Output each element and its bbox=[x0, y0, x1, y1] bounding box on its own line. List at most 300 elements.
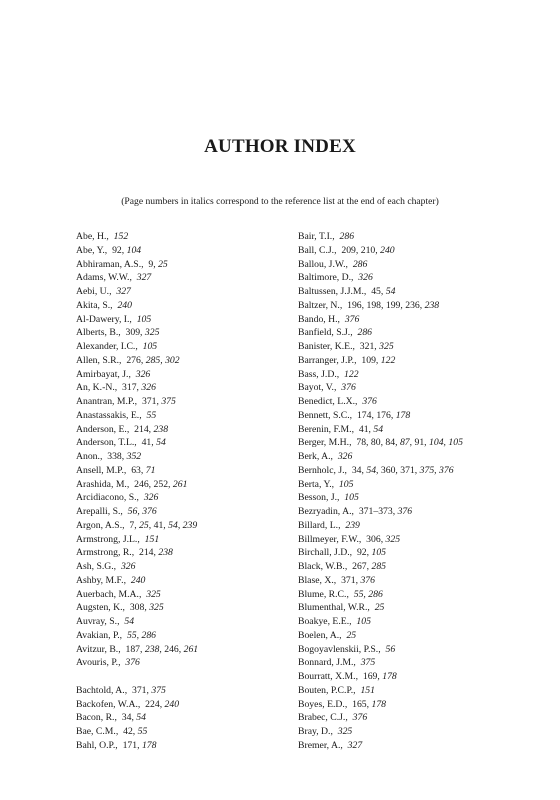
reference-page-number: 261 bbox=[172, 478, 188, 490]
index-entry bbox=[76, 656, 291, 670]
reference-page-number: 54 bbox=[124, 616, 135, 627]
page-numbers bbox=[130, 602, 164, 613]
author-name: Ballou, J.W., bbox=[298, 258, 348, 270]
reference-page-number: 326 bbox=[120, 561, 136, 572]
page-numbers bbox=[121, 561, 136, 572]
index-entry bbox=[298, 450, 513, 464]
index-entry bbox=[76, 354, 291, 368]
reference-page-number: 327 bbox=[136, 272, 152, 284]
text-page-number: , bbox=[177, 519, 183, 531]
author-name: Abe, H., bbox=[76, 231, 109, 242]
author-name: Bando, H., bbox=[298, 313, 340, 325]
author-name: Billard, L., bbox=[298, 519, 341, 531]
page-numbers bbox=[344, 492, 359, 503]
index-entry bbox=[298, 739, 513, 753]
author-name: Aebi, U., bbox=[76, 286, 112, 297]
author-name: Bogoyavlenskii, P.S., bbox=[298, 643, 381, 655]
text-page-number: 78, 80, 84, bbox=[356, 437, 400, 449]
index-entry bbox=[298, 629, 513, 643]
author-name: Birchall, J.D., bbox=[298, 547, 353, 559]
reference-page-number: 376 bbox=[360, 574, 375, 586]
index-entry bbox=[76, 491, 291, 505]
page-numbers bbox=[122, 712, 146, 723]
author-name: Amirbayat, J., bbox=[76, 368, 131, 380]
page-numbers bbox=[125, 657, 140, 668]
author-name: Avouris, P., bbox=[76, 657, 121, 669]
reference-page-number: 325 bbox=[385, 533, 401, 545]
reference-page-number: 178 bbox=[395, 409, 411, 421]
reference-page-number: 375 bbox=[161, 396, 176, 407]
index-entry bbox=[298, 478, 513, 492]
text-page-number: 317, bbox=[122, 382, 142, 394]
reference-page-number: 54 bbox=[156, 437, 166, 449]
index-entry bbox=[298, 299, 513, 313]
page-numbers bbox=[145, 699, 179, 710]
reference-page-number: 239 bbox=[345, 519, 360, 531]
reference-page-number: 240 bbox=[164, 698, 180, 710]
reference-page-number: 152 bbox=[113, 231, 129, 242]
reference-page-number: 25 bbox=[139, 519, 149, 531]
page-numbers bbox=[123, 726, 147, 737]
page-numbers bbox=[137, 272, 152, 283]
index-entry bbox=[298, 546, 513, 560]
page-numbers bbox=[353, 259, 368, 270]
author-name: Baltimore, D., bbox=[298, 272, 354, 284]
reference-page-number: 105 bbox=[371, 547, 386, 559]
index-entry bbox=[76, 395, 291, 409]
author-name: Allen, S.R., bbox=[76, 354, 122, 366]
author-name: Akita, S., bbox=[76, 299, 113, 311]
index-entry bbox=[298, 711, 513, 725]
italics-note: (Page numbers in italics correspond to the reference list at the end of each chapter) bbox=[121, 196, 439, 207]
text-page-number: 246, 252, bbox=[134, 478, 173, 490]
reference-page-number: 285 bbox=[371, 561, 386, 572]
text-page-number: 306, bbox=[366, 533, 386, 545]
index-entry bbox=[298, 643, 513, 657]
text-page-number: 187, bbox=[125, 643, 145, 655]
index-entry bbox=[76, 643, 291, 657]
text-page-number: 338, bbox=[107, 451, 127, 462]
index-entry bbox=[298, 684, 513, 698]
page-numbers bbox=[128, 506, 157, 517]
reference-page-number: 327 bbox=[347, 739, 363, 751]
page-numbers bbox=[358, 272, 373, 283]
author-name: Blume, R.C., bbox=[298, 588, 349, 600]
author-name: Avakian, P., bbox=[76, 629, 123, 641]
author-name: Baltussen, J.J.M., bbox=[298, 286, 367, 297]
page-numbers bbox=[112, 245, 141, 256]
index-entry bbox=[76, 423, 291, 437]
text-page-number: , 360, 371, bbox=[376, 464, 420, 476]
page-numbers bbox=[142, 437, 166, 448]
reference-page-number: 325 bbox=[379, 341, 394, 352]
reference-page-number: 54 bbox=[366, 464, 377, 476]
text-page-number: 169, bbox=[362, 671, 383, 682]
page-numbers bbox=[348, 740, 363, 751]
index-entry bbox=[298, 560, 513, 574]
text-page-number: 214, bbox=[138, 547, 159, 559]
text-page-number: 371, bbox=[341, 574, 361, 586]
reference-page-number: 56 bbox=[385, 643, 396, 655]
index-entry bbox=[76, 436, 291, 450]
page-numbers bbox=[137, 314, 152, 325]
index-entry bbox=[76, 409, 291, 423]
reference-page-number: 87 bbox=[399, 437, 410, 449]
author-name: Al-Dawery, I., bbox=[76, 313, 132, 325]
reference-page-number: 122 bbox=[380, 354, 396, 366]
text-page-number: 174, 176, bbox=[356, 409, 396, 421]
author-name: Bair, T.I., bbox=[298, 231, 335, 242]
reference-page-number: 352 bbox=[126, 451, 142, 462]
page-numbers bbox=[356, 616, 371, 627]
reference-page-number: 240 bbox=[130, 574, 146, 586]
page-numbers bbox=[139, 547, 173, 558]
page-numbers bbox=[359, 506, 412, 517]
index-entry bbox=[298, 423, 513, 437]
page-numbers bbox=[341, 245, 394, 256]
text-page-number: 63, bbox=[131, 464, 146, 476]
reference-page-number: 151 bbox=[360, 684, 375, 696]
page-numbers bbox=[131, 575, 146, 586]
page-numbers bbox=[126, 355, 179, 366]
page-numbers bbox=[148, 259, 167, 270]
author-name: Ashby, M.F., bbox=[76, 574, 127, 586]
page-numbers bbox=[123, 740, 157, 751]
text-page-number: 45, bbox=[371, 286, 386, 297]
author-name: Armstrong, J.L., bbox=[76, 533, 140, 545]
page-numbers bbox=[132, 685, 166, 696]
index-entry bbox=[76, 285, 291, 299]
reference-page-number: 326 bbox=[141, 382, 156, 394]
index-entry bbox=[298, 313, 513, 327]
page-numbers bbox=[353, 712, 368, 723]
text-page-number: , 91, bbox=[409, 437, 430, 449]
reference-page-number: 375 bbox=[151, 684, 166, 696]
page-numbers bbox=[124, 616, 134, 627]
author-name: Abe, Y., bbox=[76, 244, 108, 256]
author-name: Billmeyer, F.W., bbox=[298, 533, 362, 545]
text-page-number: 224, bbox=[145, 698, 165, 710]
author-name: Berk, A., bbox=[298, 451, 333, 462]
index-entry bbox=[298, 395, 513, 409]
text-page-number: 321, bbox=[359, 341, 380, 352]
page-numbers bbox=[146, 589, 161, 600]
reference-page-number: 54 bbox=[168, 519, 178, 531]
author-name: Berger, M.H., bbox=[298, 437, 352, 449]
reference-page-number: 327 bbox=[116, 286, 131, 297]
text-page-number: , 41, bbox=[148, 519, 169, 531]
index-entry bbox=[298, 326, 513, 340]
author-name: Barranger, J.P., bbox=[298, 354, 357, 366]
text-page-number: 309, bbox=[125, 327, 145, 339]
author-name: Bachtold, A., bbox=[76, 684, 128, 696]
index-entry bbox=[76, 313, 291, 327]
page-numbers bbox=[107, 451, 141, 462]
reference-page-number: 54 bbox=[373, 423, 384, 435]
page-numbers bbox=[117, 300, 132, 311]
text-page-number: 41, bbox=[358, 423, 374, 435]
index-entry bbox=[298, 615, 513, 629]
author-name: Boyes, E.D., bbox=[298, 698, 348, 710]
page-numbers bbox=[359, 424, 383, 435]
reference-page-number: 55, 286 bbox=[126, 629, 157, 641]
text-page-number: 9, bbox=[148, 258, 159, 270]
author-name: Boakye, E.E., bbox=[298, 616, 352, 627]
reference-page-number: 56, 376 bbox=[127, 506, 157, 517]
index-entry bbox=[76, 368, 291, 382]
index-entry bbox=[76, 230, 291, 244]
index-entry bbox=[298, 436, 513, 450]
author-name: Banister, K.E., bbox=[298, 341, 355, 352]
page-numbers bbox=[375, 602, 385, 613]
index-entry bbox=[298, 230, 513, 244]
text-page-number: 34, bbox=[351, 464, 367, 476]
page-numbers bbox=[356, 437, 463, 448]
reference-page-number: 375 bbox=[360, 657, 376, 669]
author-name: Argon, A.S., bbox=[76, 519, 125, 531]
author-name: Berta, Y., bbox=[298, 478, 335, 490]
text-page-number: 92, bbox=[356, 547, 372, 559]
index-entry bbox=[298, 464, 513, 478]
index-entry bbox=[298, 574, 513, 588]
reference-page-number: 286 bbox=[357, 327, 372, 339]
reference-page-number: 325 bbox=[146, 588, 161, 600]
reference-page-number: 376 bbox=[344, 313, 360, 325]
index-entry bbox=[76, 519, 291, 533]
page-numbers bbox=[385, 644, 395, 655]
reference-page-number: 25 bbox=[374, 602, 385, 614]
text-page-number: 42, bbox=[123, 726, 138, 737]
reference-page-number: 54 bbox=[136, 712, 146, 724]
author-name: Auvray, S., bbox=[76, 616, 120, 627]
index-entry bbox=[298, 519, 513, 533]
reference-page-number: 375, 376 bbox=[419, 464, 454, 476]
author-name: Bahl, O.P., bbox=[76, 739, 118, 751]
index-entry bbox=[298, 491, 513, 505]
author-name: Black, W.B., bbox=[298, 561, 348, 572]
author-name: Augsten, K., bbox=[76, 602, 125, 614]
text-page-number: 92, bbox=[112, 244, 127, 256]
reference-page-number: 105 bbox=[136, 313, 152, 325]
text-page-number: 214, bbox=[134, 423, 154, 435]
author-name: Bonnard, J.M., bbox=[298, 657, 356, 669]
index-entry bbox=[76, 588, 291, 602]
index-entry bbox=[298, 670, 513, 684]
reference-page-number: 238 bbox=[144, 643, 160, 655]
reference-page-number: 238 bbox=[424, 299, 440, 311]
page-numbers bbox=[142, 396, 176, 407]
reference-page-number: 325 bbox=[149, 602, 164, 614]
text-page-number: 109, bbox=[361, 354, 381, 366]
index-entry bbox=[76, 560, 291, 574]
index-entry bbox=[76, 505, 291, 519]
reference-page-number: 105 bbox=[142, 341, 158, 352]
reference-page-number: 55 bbox=[146, 409, 157, 421]
page-numbers bbox=[360, 685, 375, 696]
page-numbers bbox=[134, 479, 187, 490]
page-numbers bbox=[362, 396, 377, 407]
reference-page-number: 376 bbox=[341, 382, 356, 394]
index-column-right bbox=[298, 230, 513, 753]
reference-page-number: 285, 302 bbox=[145, 354, 180, 366]
author-name: Anon., bbox=[76, 451, 103, 462]
page-numbers bbox=[352, 561, 386, 572]
index-column-left bbox=[76, 230, 291, 753]
author-name: Arashida, M., bbox=[76, 478, 130, 490]
page-numbers bbox=[134, 424, 168, 435]
index-entry bbox=[298, 533, 513, 547]
text-page-number: 7, bbox=[129, 519, 140, 531]
text-page-number: , 246, bbox=[159, 643, 184, 655]
author-name: Abhiraman, A.S., bbox=[76, 258, 144, 270]
reference-page-number: 105 bbox=[356, 616, 371, 627]
index-entry bbox=[76, 340, 291, 354]
reference-page-number: 105 bbox=[344, 492, 359, 504]
author-name: Blumenthal, W.R., bbox=[298, 602, 370, 614]
page-numbers bbox=[341, 575, 375, 586]
page-numbers bbox=[339, 479, 354, 490]
index-entry bbox=[298, 656, 513, 670]
reference-page-number: 122 bbox=[344, 368, 359, 380]
page-numbers bbox=[363, 671, 397, 682]
index-entry bbox=[76, 464, 291, 478]
author-name: Bezryadin, A., bbox=[298, 506, 354, 517]
page-numbers bbox=[360, 341, 394, 352]
index-entry bbox=[298, 368, 513, 382]
author-name: Anderson, E., bbox=[76, 423, 130, 435]
page-numbers bbox=[352, 699, 386, 710]
reference-page-number: 238 bbox=[153, 423, 169, 435]
text-page-number: 276, bbox=[126, 354, 146, 366]
reference-page-number: 55, 286 bbox=[353, 588, 383, 600]
page-numbers bbox=[338, 451, 353, 462]
author-name: Bayot, V., bbox=[298, 382, 337, 394]
text-page-number: 267, bbox=[352, 561, 372, 572]
author-name: An, K.-N., bbox=[76, 382, 118, 394]
index-entry bbox=[76, 381, 291, 395]
reference-page-number: 376 bbox=[125, 657, 140, 669]
index-entry bbox=[298, 381, 513, 395]
author-name: Baltzer, N., bbox=[298, 299, 343, 311]
index-entry bbox=[76, 698, 291, 712]
page-numbers bbox=[122, 382, 156, 393]
reference-page-number: 326 bbox=[358, 272, 373, 284]
page-numbers bbox=[357, 547, 386, 558]
text-page-number: 196, 198, 199, 236, bbox=[347, 299, 425, 311]
author-name: Besson, J., bbox=[298, 492, 340, 504]
text-page-number: 34, bbox=[121, 712, 137, 724]
page-numbers bbox=[361, 355, 395, 366]
index-entry bbox=[298, 354, 513, 368]
reference-page-number: 325 bbox=[144, 327, 160, 339]
page-numbers bbox=[136, 369, 151, 380]
page-numbers bbox=[366, 534, 400, 545]
reference-page-number: 286 bbox=[339, 231, 355, 242]
reference-page-number: 326 bbox=[135, 368, 151, 380]
author-name: Boelen, A., bbox=[298, 629, 342, 641]
page-numbers bbox=[346, 630, 356, 641]
page-numbers bbox=[361, 657, 376, 668]
index-entry bbox=[298, 725, 513, 739]
page-numbers bbox=[147, 410, 157, 421]
reference-page-number: 261 bbox=[183, 643, 199, 655]
author-name: Alexander, I.C., bbox=[76, 341, 138, 352]
page-numbers bbox=[129, 520, 197, 531]
author-name: Ash, S.G., bbox=[76, 561, 117, 572]
text-page-number: 209, 210, bbox=[341, 244, 381, 256]
index-entry bbox=[298, 340, 513, 354]
page-numbers bbox=[340, 231, 355, 242]
page-numbers bbox=[143, 341, 158, 352]
author-name: Alberts, B., bbox=[76, 327, 121, 339]
reference-page-number: 151 bbox=[144, 533, 160, 545]
author-name: Bremer, A., bbox=[298, 739, 343, 751]
reference-page-number: 55 bbox=[137, 726, 148, 737]
index-entry bbox=[76, 271, 291, 285]
author-name: Anderson, T.L., bbox=[76, 437, 137, 449]
author-name: Arepalli, S., bbox=[76, 506, 123, 517]
reference-page-number: 104 bbox=[126, 244, 142, 256]
page-numbers bbox=[371, 286, 395, 297]
page-numbers bbox=[127, 630, 156, 641]
author-name: Blase, X., bbox=[298, 574, 337, 586]
reference-page-number: 240 bbox=[117, 299, 132, 311]
reference-page-number: 71 bbox=[145, 464, 156, 476]
author-name: Avitzur, B., bbox=[76, 643, 121, 655]
index-entry bbox=[76, 739, 291, 753]
index-entry bbox=[76, 533, 291, 547]
reference-page-number: 54 bbox=[385, 286, 396, 297]
page-numbers bbox=[352, 465, 454, 476]
page-numbers bbox=[145, 534, 160, 545]
page-numbers bbox=[126, 327, 160, 338]
page-numbers bbox=[144, 492, 159, 503]
reference-page-number: 376 bbox=[397, 506, 413, 517]
reference-page-number: 376 bbox=[352, 712, 368, 724]
index-entry bbox=[298, 505, 513, 519]
reference-page-number: 238 bbox=[158, 547, 173, 559]
index-entry bbox=[298, 698, 513, 712]
index-entry bbox=[76, 725, 291, 739]
author-name: Bourratt, X.M., bbox=[298, 671, 359, 682]
author-name: Berenin, F.M., bbox=[298, 423, 355, 435]
reference-page-number: 178 bbox=[371, 698, 386, 710]
reference-page-number: 240 bbox=[380, 244, 395, 256]
text-page-number: 371, bbox=[131, 684, 152, 696]
text-page-number: 171, bbox=[122, 739, 142, 751]
reference-page-number: 326 bbox=[337, 451, 353, 462]
index-entry bbox=[298, 601, 513, 615]
reference-page-number: 239 bbox=[182, 519, 198, 531]
author-name: Armstrong, R., bbox=[76, 547, 135, 559]
text-page-number: 41, bbox=[141, 437, 157, 449]
author-name: Banfield, S.J., bbox=[298, 327, 353, 339]
author-name: Bass, J.D., bbox=[298, 368, 340, 380]
text-page-number: 165, bbox=[352, 698, 372, 710]
author-name: Auerbach, M.A., bbox=[76, 588, 142, 600]
reference-page-number: 104, 105 bbox=[429, 437, 463, 449]
text-page-number: 308, bbox=[129, 602, 150, 614]
page-numbers bbox=[131, 465, 155, 476]
index-entry bbox=[76, 299, 291, 313]
page-numbers bbox=[345, 314, 360, 325]
page-numbers bbox=[125, 644, 198, 655]
index-entry bbox=[76, 684, 291, 698]
page-numbers bbox=[347, 300, 439, 311]
reference-page-number: 105 bbox=[338, 478, 354, 490]
page-numbers bbox=[357, 327, 372, 338]
reference-page-number: 25 bbox=[158, 258, 168, 270]
